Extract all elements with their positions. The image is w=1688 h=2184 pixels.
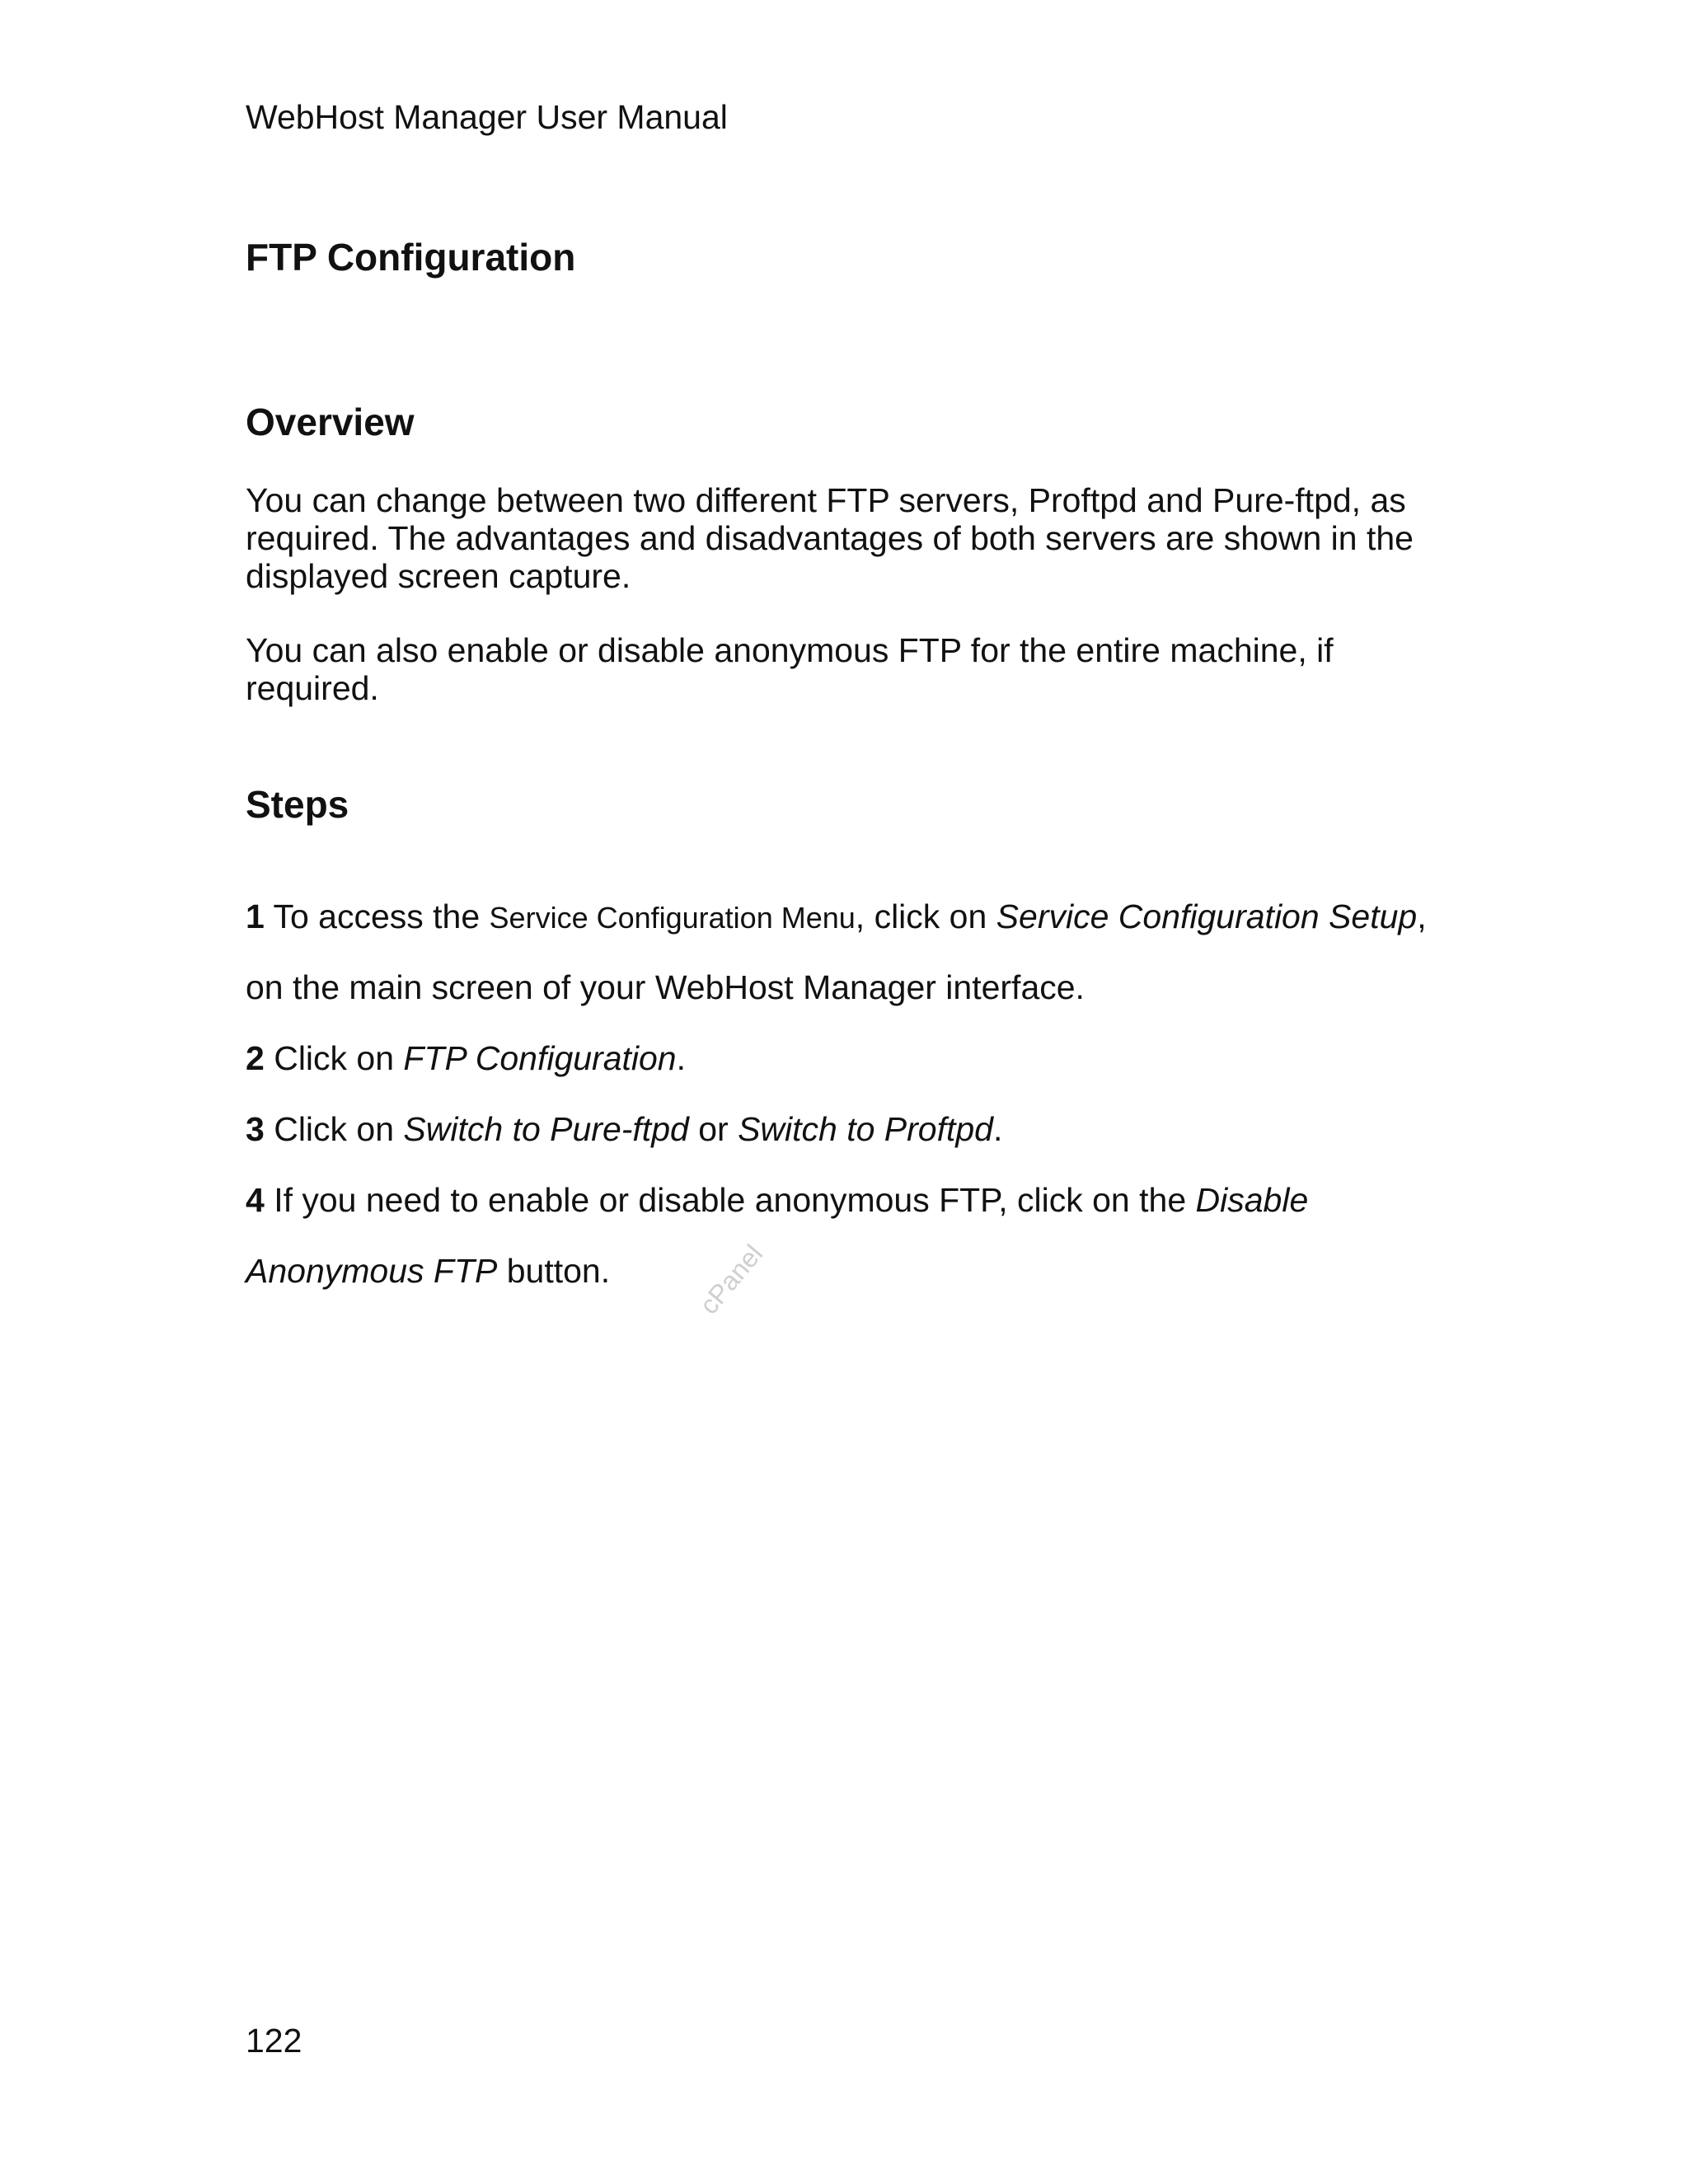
step-3-line (246, 1109, 1002, 1149)
step-4-line-2 (246, 1251, 610, 1291)
step-1-text-a: To access the (264, 898, 490, 935)
service-configuration-setup-label: Service Configuration Setup (996, 898, 1418, 935)
overview-heading: Overview (246, 401, 415, 443)
step-4-text-a: If you need to enable or disable anonymous FTP, click on the (264, 1181, 1196, 1219)
step-1-text-b: , click on (855, 898, 996, 935)
step-4-text-b: button. (497, 1252, 611, 1290)
step-4-number: 4 (246, 1181, 265, 1219)
ftp-configuration-label: FTP Configuration (403, 1039, 677, 1077)
step-2-number: 2 (246, 1039, 265, 1077)
switch-to-pure-ftpd-label: Switch to Pure-ftpd (403, 1110, 689, 1148)
page-number: 122 (246, 2022, 302, 2060)
step-1-number: 1 (246, 898, 265, 935)
step-1-line-1 (246, 897, 1427, 938)
step-4-line-1 (246, 1180, 1308, 1220)
disable-label: Disable (1195, 1181, 1309, 1219)
step-2-line (246, 1038, 686, 1078)
step-1-text-c: , (1417, 898, 1427, 935)
overview-paragraph-2: You can also enable or disable anonymous FTP for the entire machine, if required. (246, 631, 1334, 707)
switch-to-proftpd-label: Switch to Proftpd (738, 1110, 993, 1148)
section-title: FTP Configuration (246, 236, 576, 279)
step-2-text-a: Click on (264, 1039, 404, 1077)
anonymous-ftp-label: Anonymous FTP (246, 1252, 498, 1290)
step-2-text-b: . (676, 1039, 687, 1077)
step-3-number: 3 (246, 1110, 265, 1148)
service-configuration-menu-label: Service Configuration Menu (489, 901, 856, 935)
step-3-text-b: or (688, 1110, 738, 1148)
steps-heading: Steps (246, 783, 349, 826)
running-header: WebHost Manager User Manual (246, 98, 728, 136)
step-3-text-c: . (993, 1110, 1003, 1148)
step-3-text-a: Click on (264, 1110, 404, 1148)
overview-paragraph-1: You can change between two different FTP servers, Proftpd and Pure-ftpd, as required. The advantages and disadvantages of both servers are shown in the displayed screen capture. (246, 481, 1414, 595)
step-1-line-2: on the main screen of your WebHost Manager interface. (246, 968, 1085, 1006)
cpanel-watermark: cPanel (693, 1239, 769, 1320)
